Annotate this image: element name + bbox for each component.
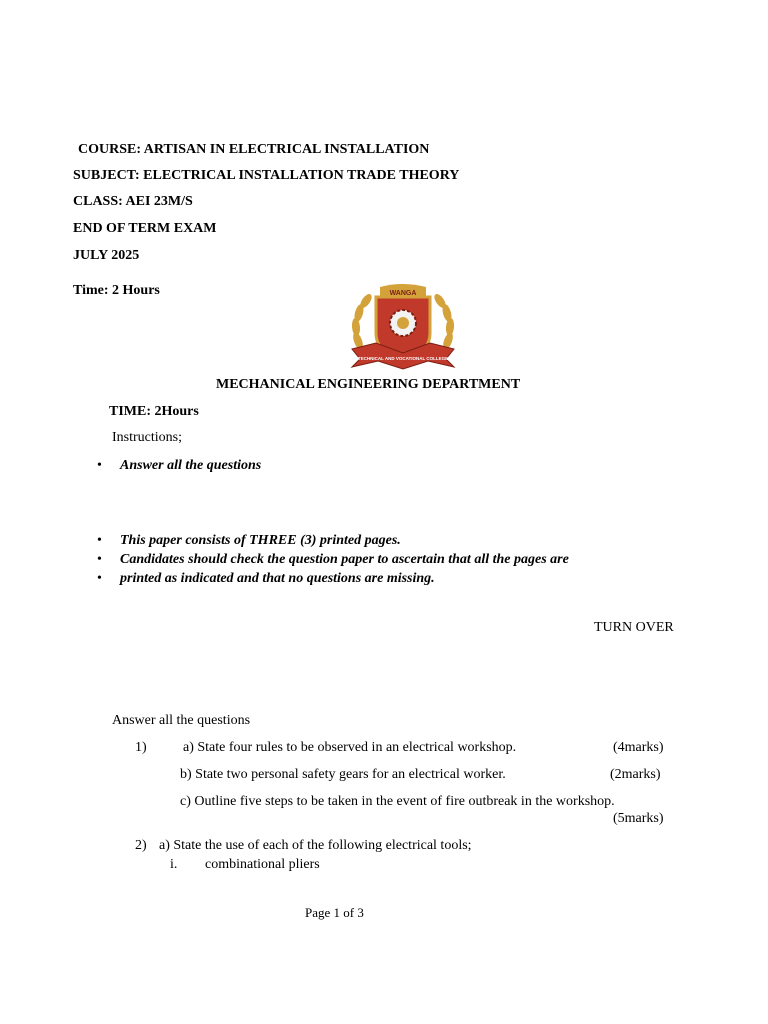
date-line: JULY 2025 [73, 248, 140, 263]
bullet-icon: • [97, 533, 102, 548]
question-2a: a) State the use of each of the following electrical tools; [159, 838, 472, 853]
question-1b-marks: (2marks) [610, 767, 661, 782]
sub-item-number: i. [170, 857, 178, 872]
instruction-item: printed as indicated and that no questions are missing. [120, 571, 435, 586]
bullet-icon: • [97, 458, 102, 473]
crest-ribbon-text: TECHNICAL AND VOCATIONAL COLLEGE [357, 356, 449, 361]
class-line: CLASS: AEI 23M/S [73, 194, 193, 209]
question-2a-i: combinational pliers [205, 857, 320, 872]
question-number: 1) [135, 740, 147, 755]
time-label: TIME: 2Hours [109, 404, 199, 419]
question-number: 2) [135, 838, 147, 853]
question-1c: c) Outline five steps to be taken in the event of fire outbreak in the workshop. [180, 794, 615, 809]
bullet-icon: • [97, 552, 102, 567]
turn-over-label: TURN OVER [594, 620, 674, 635]
question-1b: b) State two personal safety gears for an electrical worker. [180, 767, 506, 782]
subject-line: SUBJECT: ELECTRICAL INSTALLATION TRADE THEORY [73, 168, 460, 183]
page-number: Page 1 of 3 [305, 905, 364, 920]
bullet-icon: • [97, 571, 102, 586]
section-intro: Answer all the questions [112, 713, 251, 728]
wanga-crest-icon [346, 283, 460, 373]
department-heading: MECHANICAL ENGINEERING DEPARTMENT [216, 377, 521, 392]
time-line: Time: 2 Hours [73, 283, 160, 298]
question-1c-marks: (5marks) [613, 811, 664, 826]
question-1a-marks: (4marks) [613, 740, 664, 755]
instruction-item: This paper consists of THREE (3) printed pages. [120, 533, 401, 548]
exam-line: END OF TERM EXAM [73, 221, 217, 236]
instruction-item: Answer all the questions [120, 458, 262, 473]
instruction-item: Candidates should check the question paper to ascertain that all the pages are [120, 552, 569, 567]
crest-top-text: WANGA [389, 290, 417, 297]
course-line: COURSE: ARTISAN IN ELECTRICAL INSTALLATION [78, 142, 430, 157]
question-1a: a) State four rules to be observed in an electrical workshop. [183, 740, 517, 755]
instructions-label: Instructions; [112, 430, 182, 445]
